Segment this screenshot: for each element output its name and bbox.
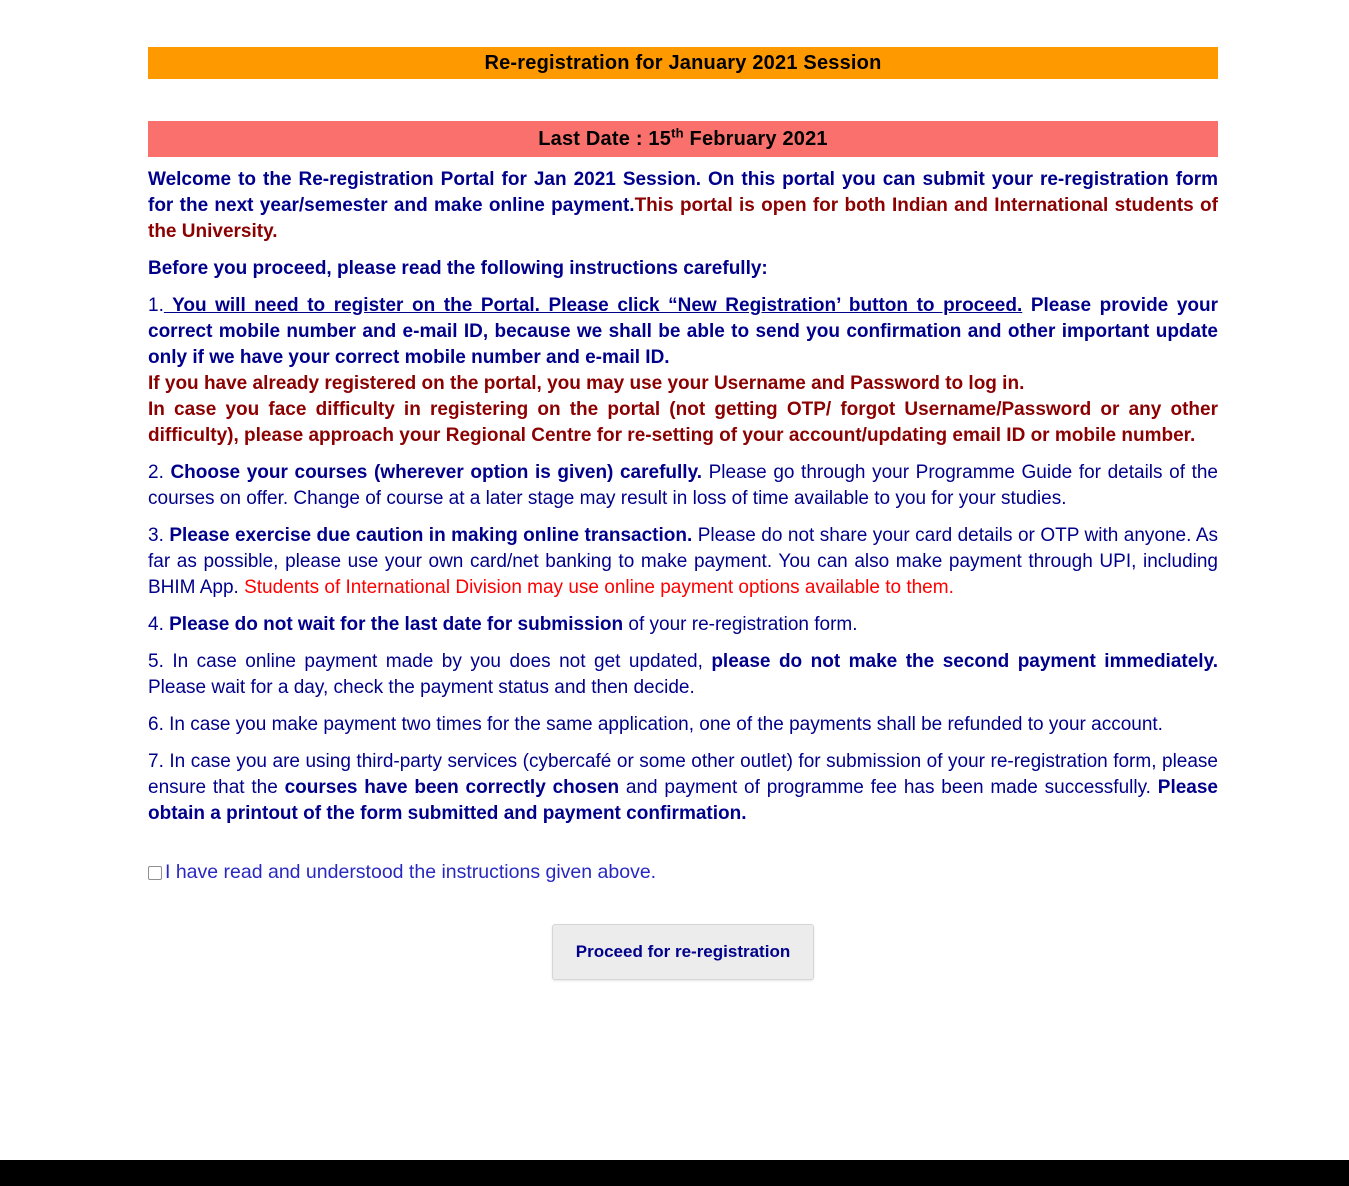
item3-number: 3. <box>148 525 170 546</box>
item1-difficulty-note: In case you face difficulty in registering on the portal (not getting OTP/ forgot Username/Password or any other difficulty), please approach your Regional Centre for re-setting of your account/updating email ID or mobile number. <box>148 399 1218 446</box>
item4-rest-text: of your re-registration form. <box>623 614 858 635</box>
last-date-suffix: February 2021 <box>683 127 828 150</box>
instructions-block <box>148 167 1218 827</box>
instruction-item-3 <box>148 523 1218 601</box>
item1-underlined-text: You will need to register on the Portal. Please click “New Registration’ button to proceed. <box>163 295 1023 316</box>
button-row <box>148 924 1218 980</box>
item1-rest-text: Please provide your correct mobile number and e-mail ID, because we shall be able to send you confirmation and other important update only if we have your correct mobile number and e-mail ID. <box>148 295 1218 368</box>
acknowledge-row <box>148 861 1218 884</box>
item7-start-text: 7. In case you are using third-party services (cybercafé or some other outlet) for submission of your re-registration form, please ensure that the <box>148 751 1218 798</box>
item5-bold-text: please do not make the second payment immediately. <box>711 651 1218 672</box>
instruction-item-2 <box>148 460 1218 512</box>
welcome-main-text: Welcome to the Re-registration Portal for Jan 2021 Session. On this portal you can submit your re-registration form for the next year/semester and make online payment. <box>148 169 1218 216</box>
item2-bold-text: Choose your courses (wherever option is given) carefully. <box>170 462 703 483</box>
instruction-item-5 <box>148 649 1218 701</box>
item7-mid-text: and payment of programme fee has been made successfully. <box>619 777 1158 798</box>
instruction-item-4 <box>148 612 1218 638</box>
item4-bold-text: Please do not wait for the last date for submission <box>169 614 624 635</box>
bottom-letterbox-bar <box>0 1160 1349 1186</box>
item5-rest-text: Please wait for a day, check the payment status and then decide. <box>148 677 695 698</box>
welcome-paragraph <box>148 167 1218 245</box>
proceed-button[interactable]: Proceed for re-registration <box>552 924 814 980</box>
item2-rest-text: Please go through your Programme Guide for details of the courses on offer. Change of course at a later stage may result in loss of time available to you for your studies. <box>148 462 1218 509</box>
read-note-paragraph: Before you proceed, please read the following instructions carefully: <box>148 258 768 279</box>
item4-number: 4. <box>148 614 170 635</box>
item5-start-text: 5. In case online payment made by you does not get updated, <box>148 651 712 672</box>
welcome-highlight-text: This portal is open for both Indian and International students of the University. <box>148 195 1218 242</box>
instruction-item-7 <box>148 749 1218 827</box>
item3-international-note: Students of International Division may use online payment options available to them. <box>244 577 954 598</box>
instruction-item-6: 6. In case you make payment two times for the same application, one of the payments shall be refunded to your account. <box>148 714 1163 735</box>
last-date-prefix: Last Date : 15 <box>538 127 672 150</box>
instruction-item-1 <box>148 293 1218 449</box>
acknowledge-label: I have read and understood the instructions given above. <box>165 861 657 883</box>
session-banner-title: Re-registration for January 2021 Session <box>484 51 882 74</box>
last-date-ordinal: th <box>671 124 684 140</box>
item3-bold-text: Please exercise due caution in making online transaction. <box>169 525 693 546</box>
page-content <box>148 0 1218 980</box>
item2-number: 2. <box>148 462 171 483</box>
last-date-banner <box>148 121 1218 157</box>
item7-courses-bold-text: courses have been correctly chosen <box>284 777 620 798</box>
item1-number: 1. <box>148 295 164 316</box>
session-banner <box>148 47 1218 79</box>
acknowledge-checkbox[interactable] <box>148 866 162 880</box>
last-date-text <box>538 124 828 151</box>
item3-rest-text: Please do not share your card details or OTP with anyone. As far as possible, please use your own card/net banking to make payment. You can also make payment through UPI, including BHIM App. <box>148 525 1218 598</box>
item1-login-note: If you have already registered on the portal, you may use your Username and Password to log in. <box>148 373 1025 394</box>
item7-printout-bold-text: Please obtain a printout of the form submitted and payment confirmation. <box>148 777 1218 824</box>
